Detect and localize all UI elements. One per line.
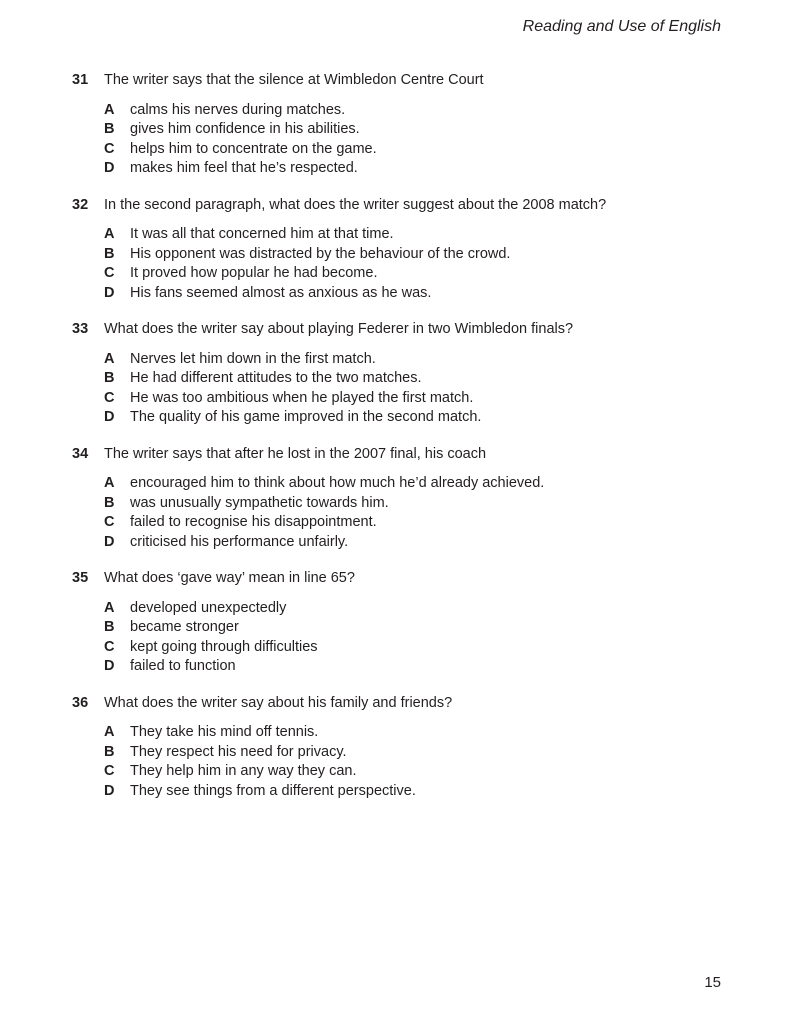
option-letter: D [104,160,115,176]
option-a [104,474,752,494]
option-letter: B [104,619,115,635]
option-c [104,264,752,284]
option-text: It was all that concerned him at that time. [130,226,394,242]
option-letter: C [104,763,115,779]
option-b [104,245,752,265]
option-text: It proved how popular he had become. [130,265,378,281]
option-d [104,408,752,428]
question-34 [72,445,752,553]
question-text: The writer says that after he lost in the 2007 final, his coach [104,445,487,462]
question-stem [72,71,752,91]
option-text: kept going through difficulties [130,638,318,655]
option-d [104,533,752,553]
option-c [104,140,752,160]
question-stem [72,320,752,340]
option-letter: B [104,370,115,386]
question-number: 36 [72,694,89,711]
option-letter: C [104,140,115,157]
option-d [104,782,752,802]
question-text: What does ‘gave way’ mean in line 65? [104,570,355,586]
option-text: The quality of his game improved in the second match. [130,409,482,425]
question-text: What does the writer say about his family and friends? [104,694,453,711]
page-number: 15 [704,974,721,991]
option-list [104,474,752,552]
option-letter: D [104,284,115,301]
option-letter: A [104,599,115,616]
question-35 [72,569,752,677]
question-number: 33 [72,321,89,337]
option-list [104,599,752,677]
option-text: encouraged him to think about how much he’d already achieved. [130,475,545,491]
option-text: failed to recognise his disappointment. [130,514,377,530]
option-text: criticised his performance unfairly. [130,533,349,550]
option-text: failed to function [130,658,236,674]
option-a [104,350,752,370]
question-stem [72,196,752,216]
option-d [104,657,752,677]
option-text: He had different attitudes to the two matches. [130,370,422,386]
question-stem [72,569,752,589]
option-d [104,284,752,304]
question-number: 31 [72,72,89,88]
option-letter: A [104,475,115,491]
option-letter: B [104,121,115,137]
question-number: 34 [72,445,89,462]
question-text: What does the writer say about playing Federer in two Wimbledon finals? [104,321,574,337]
option-c [104,762,752,782]
option-letter: C [104,514,115,530]
option-text: makes him feel that he’s respected. [130,160,358,176]
option-letter: B [104,743,115,760]
question-stem [72,445,752,465]
option-text: His opponent was distracted by the behaviour of the crowd. [130,245,511,262]
option-text: calms his nerves during matches. [130,101,346,118]
question-text: The writer says that the silence at Wimbledon Centre Court [104,72,484,88]
option-text: They help him in any way they can. [130,763,357,779]
option-text: They respect his need for privacy. [130,743,347,760]
option-b [104,120,752,140]
option-text: gives him confidence in his abilities. [130,121,360,137]
option-text: They see things from a different perspective. [130,782,416,799]
question-text: In the second paragraph, what does the writer suggest about the 2008 match? [104,196,607,213]
option-b [104,743,752,763]
option-d [104,159,752,179]
question-number: 32 [72,196,89,213]
option-b [104,494,752,514]
option-letter: A [104,226,115,242]
option-letter: B [104,245,115,262]
option-text: They take his mind off tennis. [130,724,319,740]
option-b [104,618,752,638]
option-letter: D [104,409,115,425]
question-33 [72,320,752,428]
option-a [104,723,752,743]
option-letter: C [104,389,115,406]
option-list [104,723,752,801]
page-header-title: Reading and Use of English [522,18,721,35]
option-letter: A [104,350,115,367]
option-letter: A [104,101,115,118]
option-list [104,350,752,428]
option-letter: D [104,782,115,799]
option-c [104,513,752,533]
option-letter: B [104,494,115,511]
question-31 [72,71,752,179]
option-c [104,638,752,658]
option-b [104,369,752,389]
question-list [72,71,752,818]
option-list [104,225,752,303]
question-36 [72,694,752,802]
option-text: became stronger [130,619,239,635]
option-a [104,599,752,619]
option-text: Nerves let him down in the first match. [130,350,376,367]
option-letter: D [104,658,115,674]
option-text: He was too ambitious when he played the first match. [130,389,474,406]
option-letter: C [104,638,115,655]
option-c [104,389,752,409]
option-text: helps him to concentrate on the game. [130,140,377,157]
option-text: was unusually sympathetic towards him. [130,494,389,511]
option-text: His fans seemed almost as anxious as he was. [130,284,432,301]
option-letter: C [104,265,115,281]
question-number: 35 [72,570,89,586]
option-list [104,101,752,179]
option-a [104,101,752,121]
option-letter: A [104,724,115,740]
option-a [104,225,752,245]
option-letter: D [104,533,115,550]
question-stem [72,694,752,714]
option-text: developed unexpectedly [130,599,287,616]
question-32 [72,196,752,304]
